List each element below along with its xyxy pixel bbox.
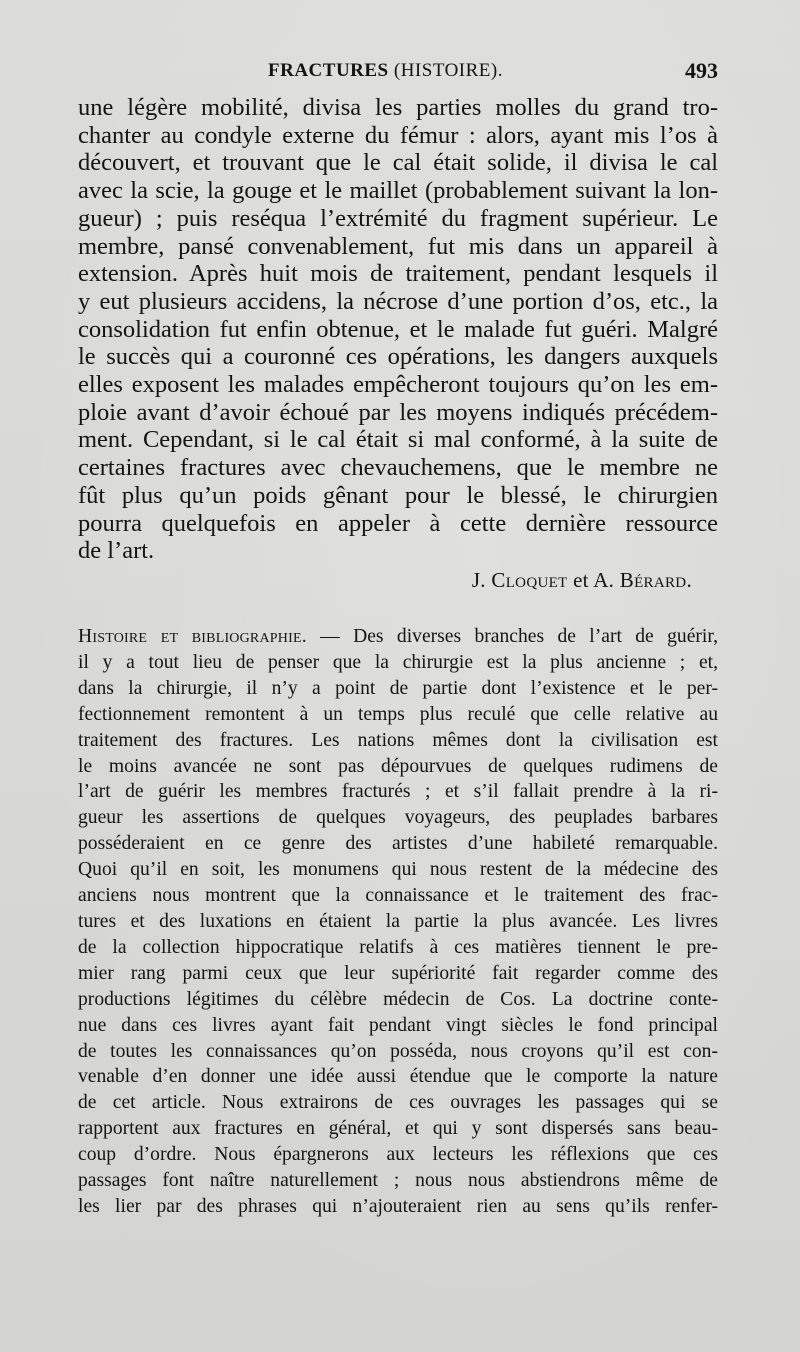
text-line: chanter au condyle externe du fémur : alors, ayant mis l’os à <box>78 121 718 149</box>
text-line: de l’art. <box>78 537 155 565</box>
text-line: anciens nous montrent que la connaissance et le traitement des frac- <box>78 885 718 907</box>
text-line: traitement des fractures. Les nations mêmes dont la civilisation est <box>78 729 718 751</box>
text-line: Quoi qu’il en soit, les monumens qui nous restent de la médecine des <box>78 859 718 881</box>
text-line: pourra quelquefois en appeler à cette dernière ressource <box>78 509 718 537</box>
text-line: de la collection hippocratique relatifs à ces matières tiennent le pre- <box>78 936 718 958</box>
text-line: une légère mobilité, divisa les parties molles du grand tro- <box>78 94 718 121</box>
text-line: membre, pansé convenablement, fut mis dans un appareil à <box>78 232 718 260</box>
text-line: avec la scie, la gouge et le maillet (probablement suivant la lon- <box>78 177 718 205</box>
text-line: fectionnement remontent à un temps plus reculé que celle relative au <box>78 703 718 725</box>
text-line: productions légitimes du célèbre médecin de Cos. La doctrine conte- <box>78 988 718 1010</box>
text-line: nue dans ces livres ayant fait pendant vingt siècles le fond principal <box>78 1014 718 1036</box>
text-line: les lier par des phrases qui n’ajouteraient rien au sens qu’ils renfer- <box>78 1195 718 1217</box>
text-line: coup d’ordre. Nous épargnerons aux lecteurs les réflexions que ces <box>78 1144 718 1166</box>
text-line: il y a tout lieu de penser que la chirurgie est la plus ancienne ; et, <box>78 651 718 673</box>
section-lead: Histoire et bibliographie. <box>78 626 307 647</box>
text-line: dans la chirurgie, il n’y a point de partie dont l’existence et le per- <box>78 677 718 699</box>
text-line: passages font naître naturellement ; nous nous abstiendrons même de <box>78 1170 718 1192</box>
text-line: consolidation fut enfin obtenue, et le malade fut guéri. Malgré <box>78 315 718 343</box>
text-line: le succès qui a couronné ces opérations, les dangers auxquels <box>78 343 718 371</box>
page-number: 493 <box>685 58 718 83</box>
text-line: le moins avancée ne sont pas dépourvues de quelques rudimens de <box>78 755 718 777</box>
text-line: venable d’en donner une idée aussi étendue que le comporte la nature <box>78 1066 718 1088</box>
text-line: extension. Après huit mois de traitement, pendant lesquels il <box>78 260 718 288</box>
text-line: gueur les assertions de quelques voyageurs, des peuplades barbares <box>78 807 718 829</box>
page-header <box>78 60 718 90</box>
text-line: fût plus qu’un poids gênant pour le blessé, le chirurgien <box>78 481 718 509</box>
text-line: gueur) ; puis reséqua l’extrémité du fragment supérieur. Le <box>78 204 718 232</box>
text-line: ment. Cependant, si le cal était si mal conformé, à la suite de <box>78 426 718 454</box>
text-line: y eut plusieurs accidens, la nécrose d’une portion d’os, etc., la <box>78 287 718 315</box>
running-title-main: FRACTURES <box>268 60 389 81</box>
paragraph-surgical-case <box>78 94 718 565</box>
text-line: tures et des luxations en étaient la partie la plus avancée. Les livres <box>78 910 718 932</box>
text-line: certaines fractures avec chevauchemens, que le membre ne <box>78 454 718 482</box>
text-line: elles exposent les malades empêcheront toujours qu’on les em- <box>78 371 718 399</box>
running-title-sub: (HISTOIRE). <box>393 60 503 81</box>
text-line: rapportent aux fractures en général, et qui y sont dispersés sans beau- <box>78 1118 718 1140</box>
paragraph-history-bibliography <box>78 624 718 1220</box>
running-title <box>268 60 503 82</box>
text-line: de toutes les connaissances qu’on posséda, nous croyons qu’il est con- <box>78 1040 718 1062</box>
author-signature: J. Cloquet et A. Bérard. <box>471 568 692 592</box>
text-line: ploie avant d’avoir échoué par les moyens indiqués précédem- <box>78 398 718 426</box>
text-line-first: Histoire et bibliographie. — Des diverses branches de l’art de guérir, <box>78 626 719 647</box>
text-line: posséderaient en ce genre des artistes d’une habileté remarquable. <box>78 833 718 855</box>
text-line: mier rang parmi ceux que leur supériorité fait regarder comme des <box>78 962 718 984</box>
text-line: de cet article. Nous extrairons de ces ouvrages les passages qui se <box>78 1092 718 1114</box>
text-line: découvert, et trouvant que le cal était solide, il divisa le cal <box>78 149 718 177</box>
text-line: l’art de guérir les membres fracturés ; et s’il fallait prendre à la ri- <box>78 781 718 803</box>
